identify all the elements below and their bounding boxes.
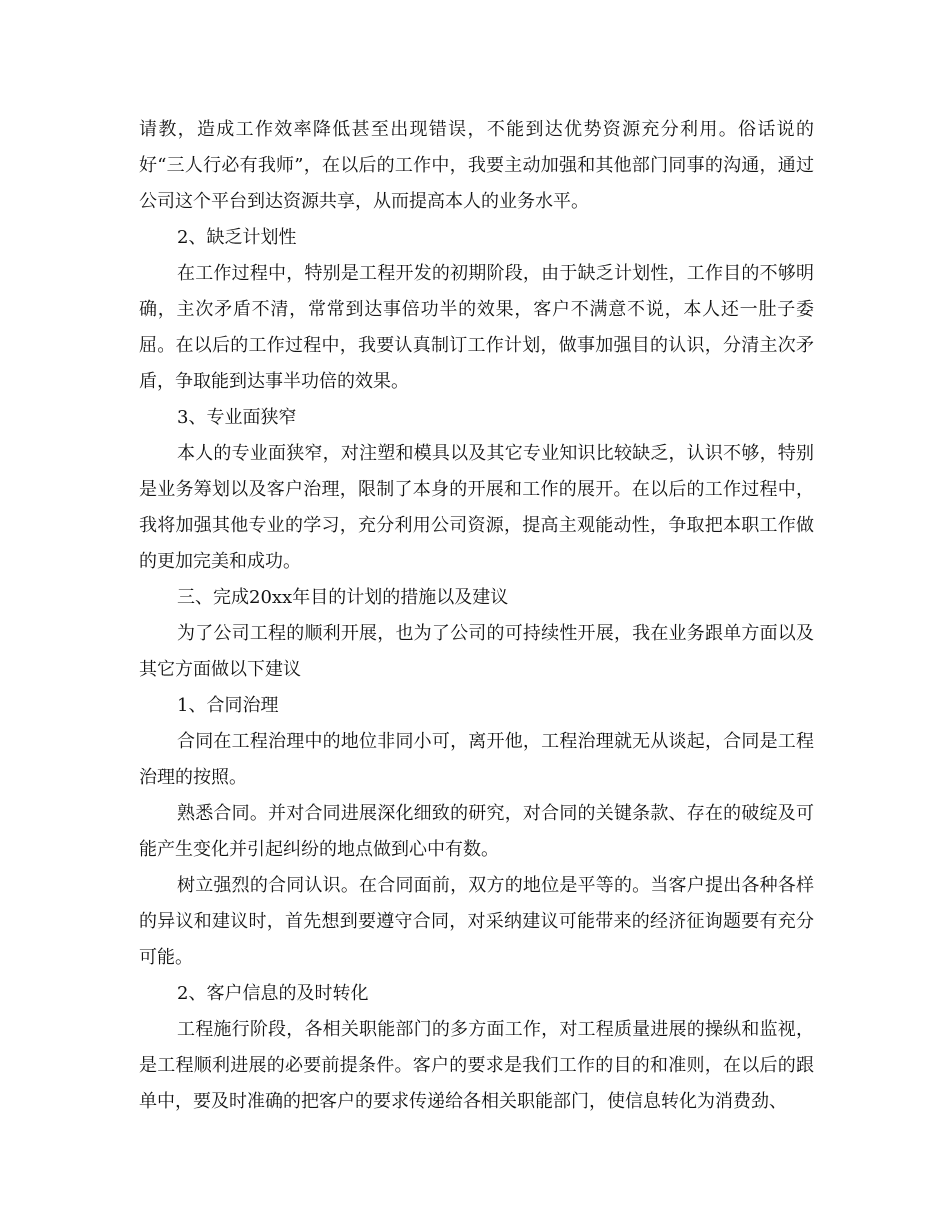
section-heading: 1、合同治理 xyxy=(177,695,279,716)
section-heading: 三、完成20xx年目的计划的措施以及建议 xyxy=(177,587,509,608)
paragraph-continuation: 请教，造成工作效率降低甚至出现错误，不能到达优势资源充分利用。俗话说的好“三人行必有我师”，在以后的工作中，我要主动加强和其他部门同事的沟通，通过公司这个平台到达资源共享，从而提高本人的业务水平。 xyxy=(139,119,814,212)
paragraph: 在工作过程中，特别是工程开发的初期阶段，由于缺乏计划性，工作目的不够明确，主次矛盾不清，常常到达事倍功半的效果，客户不满意不说，本人还一肚子委屈。在以后的工作过程中，我要认真制订工作计划，做事加强目的认识，分清主次矛盾，争取能到达事半功倍的效果。 xyxy=(139,263,814,392)
paragraph: 工程施行阶段，各相关职能部门的多方面工作，对工程质量进展的操纵和监视，是工程顺利进展的必要前提条件。客户的要求是我们工作的目的和准则，在以后的跟单中，要及时准确的把客户的要求传递给各相关职能部门，使信息转化为消费劲、 xyxy=(139,1019,814,1112)
paragraph: 树立强烈的合同认识。在合同面前，双方的地位是平等的。当客户提出各种各样的异议和建议时，首先想到要遵守合同，对采纳建议可能带来的经济征询题要有充分可能。 xyxy=(139,875,814,968)
paragraph: 合同在工程治理中的地位非同小可，离开他，工程治理就无从谈起，合同是工程治理的按照。 xyxy=(139,731,814,788)
paragraph: 本人的专业面狭窄，对注塑和模具以及其它专业知识比较缺乏，认识不够，特别是业务筹划以及客户治理，限制了本身的开展和工作的展开。在以后的工作过程中，我将加强其他专业的学习，充分利用公司资源，提高主观能动性，争取把本职工作做的更加完美和成功。 xyxy=(139,443,814,572)
paragraph: 熟悉合同。并对合同进展深化细致的研究，对合同的关键条款、存在的破绽及可能产生变化并引起纠纷的地点做到心中有数。 xyxy=(139,803,814,860)
document-body xyxy=(139,112,814,1120)
section-heading: 2、客户信息的及时转化 xyxy=(177,983,369,1004)
section-heading: 2、缺乏计划性 xyxy=(177,227,297,248)
section-heading: 3、专业面狭窄 xyxy=(177,407,297,428)
paragraph: 为了公司工程的顺利开展，也为了公司的可持续性开展，我在业务跟单方面以及其它方面做以下建议 xyxy=(139,623,814,680)
